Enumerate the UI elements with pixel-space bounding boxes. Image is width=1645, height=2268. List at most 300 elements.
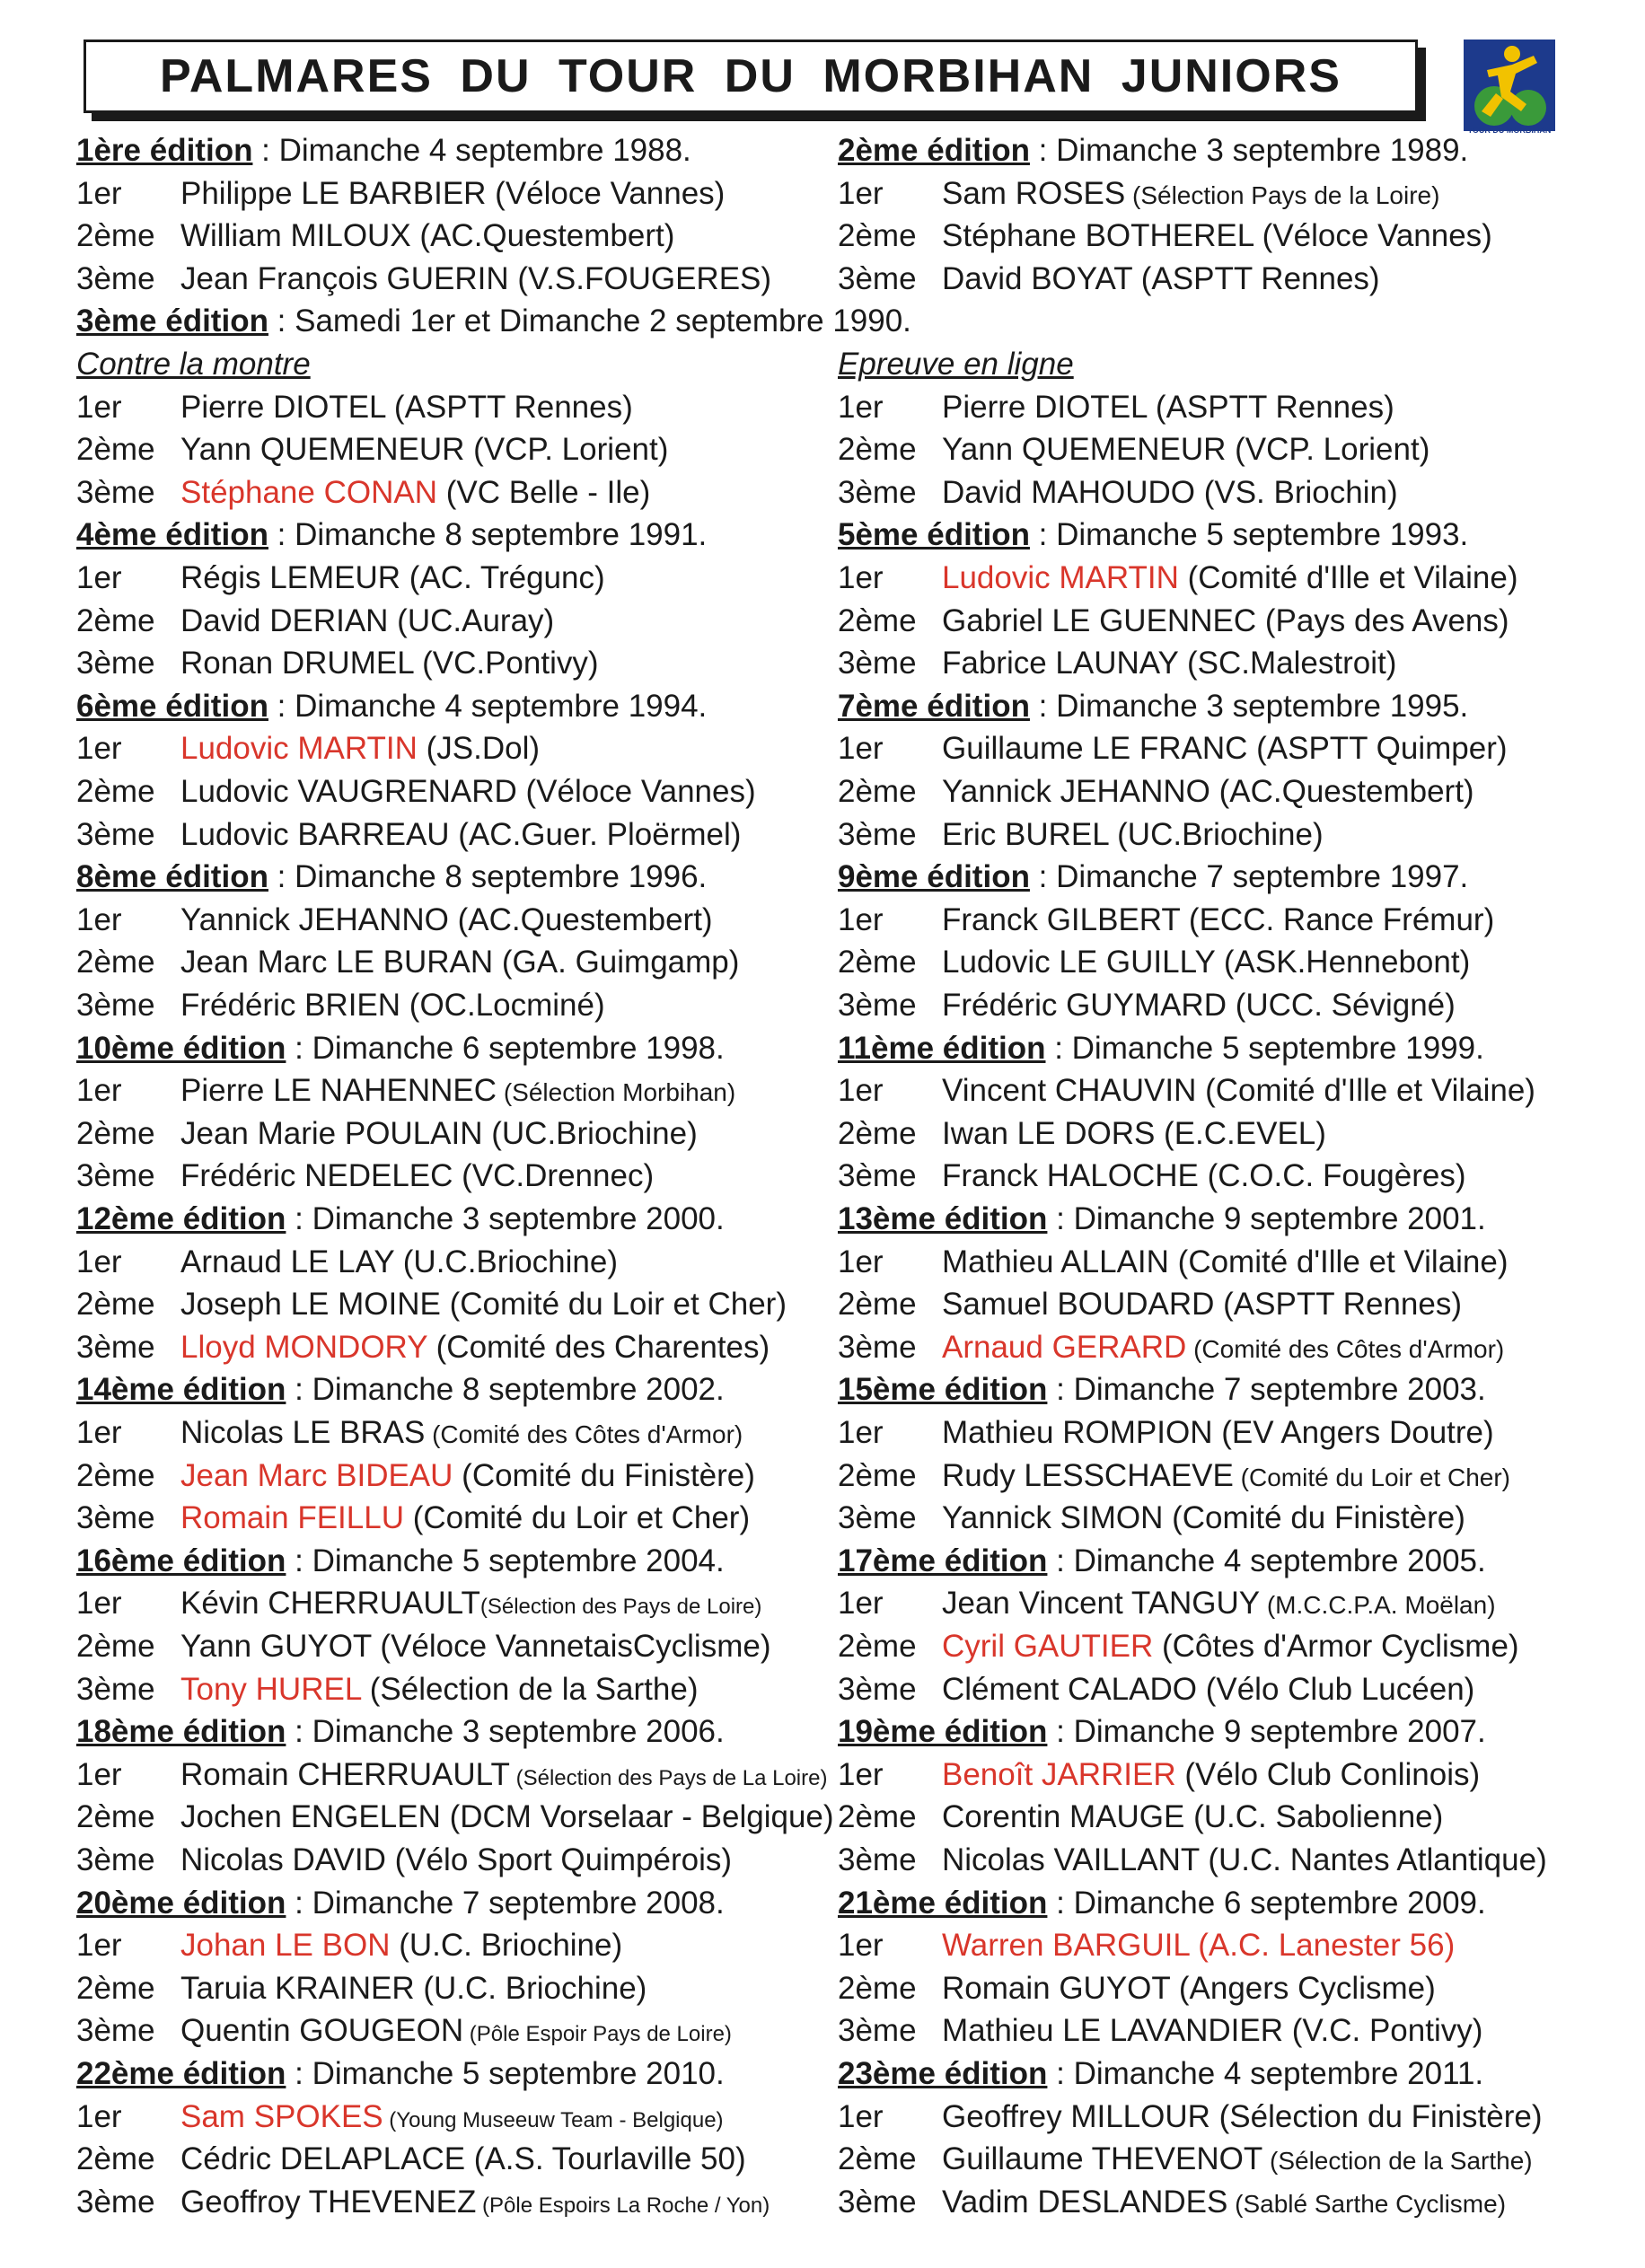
club-name: (ECC. Rance Frémur) [1180, 901, 1495, 937]
result-row [838, 215, 1592, 258]
club-name: (Sélection des Pays de La Loire) [509, 1765, 828, 1790]
result-row [76, 1069, 831, 1112]
result-row [76, 2009, 831, 2053]
result-row [838, 941, 1592, 984]
club-name: (UC.Briochine) [1108, 816, 1324, 852]
rider-entry [180, 2181, 770, 2228]
place-label: 2ème [76, 1115, 155, 1151]
rider-name: Ludovic MARTIN [180, 731, 418, 767]
result-row [76, 1155, 831, 1198]
club-name: (Véloce Vannes) [1253, 218, 1492, 254]
result-row [838, 1668, 1592, 1711]
club-name: (VC.Pontivy) [413, 646, 599, 681]
place-label: 1er [838, 1756, 884, 1792]
place-label: 3ème [76, 1671, 155, 1707]
club-name: (Comité des Côtes d'Armor) [1186, 1334, 1505, 1363]
result-row [838, 1754, 1592, 1797]
rider-entry [180, 1924, 622, 1967]
place-label: 2ème [76, 1799, 155, 1835]
edition-date: : Dimanche 4 septembre 1994. [268, 688, 708, 724]
result-row [76, 770, 831, 813]
edition-header [838, 2053, 1483, 2096]
club-name: (Pays des Avens) [1256, 602, 1509, 638]
place-label: 1er [76, 560, 122, 595]
place-label: 1er [838, 1415, 884, 1450]
edition-header [76, 129, 691, 172]
edition-number: 13ème édition [838, 1201, 1048, 1236]
club-name: (Comité d'Ille et Vilaine) [1168, 1244, 1509, 1279]
rider-name: Sam SPOKES [180, 2098, 383, 2134]
result-row [76, 1668, 831, 1711]
rider-entry [942, 1283, 1462, 1326]
place-label: 1er [76, 2098, 122, 2134]
rider-entry [942, 727, 1508, 770]
rider-name: William MILOUX [180, 218, 411, 254]
rider-name: Stéphane BOTHEREL [942, 218, 1254, 254]
result-row [838, 1625, 1592, 1668]
rider-entry [180, 1839, 732, 1882]
rider-name: Guillaume LE FRANC [942, 731, 1248, 767]
rider-entry [180, 1754, 827, 1800]
rider-entry [942, 1839, 1547, 1882]
club-name: (Comité d'Ille et Vilaine) [1196, 1073, 1535, 1109]
place-label: 1er [76, 175, 122, 211]
rider-entry [180, 899, 713, 942]
result-row [76, 1497, 831, 1540]
edition-header [838, 1540, 1486, 1583]
place-label: 1er [76, 1756, 122, 1792]
rider-entry [180, 1155, 654, 1198]
place-label: 2ème [76, 602, 155, 638]
club-name: (Véloce VannetaisCyclisme) [371, 1629, 771, 1664]
place-label: 2ème [838, 2141, 917, 2177]
rider-entry [942, 1155, 1465, 1198]
rider-name: Nicolas VAILLANT [942, 1842, 1200, 1877]
result-row [76, 471, 831, 514]
result-row [838, 1796, 1592, 1839]
rider-name: Ronan DRUMEL [180, 646, 414, 681]
place-label: 2ème [838, 1799, 917, 1835]
club-name: (Comité des Côtes d'Armor) [425, 1420, 743, 1448]
rider-name: Sam ROSES [942, 175, 1126, 211]
club-name: (A.S. Tourlaville 50) [465, 2141, 746, 2177]
club-name: (E.C.EVEL) [1155, 1115, 1326, 1151]
club-name: (AC.Questembert) [410, 218, 675, 254]
result-row [76, 727, 831, 770]
edition-number: 19ème édition [838, 1714, 1048, 1750]
rider-entry [180, 1326, 770, 1369]
edition-number: 12ème édition [76, 1201, 286, 1236]
club-name: (VC.Drennec) [453, 1158, 655, 1194]
club-name: (C.O.C. Fougères) [1198, 1158, 1466, 1194]
place-label: 2ème [838, 218, 917, 254]
result-row [76, 258, 831, 301]
edition-header [76, 1540, 725, 1583]
page-title: PALMARES DU TOUR DU MORBIHAN JUNIORS [160, 50, 1342, 102]
rider-entry [180, 600, 554, 643]
rider-name: Jean Marc LE BURAN [180, 945, 494, 980]
edition-number: 17ème édition [838, 1543, 1048, 1578]
place-label: 2ème [76, 774, 155, 809]
place-label: 3ème [76, 260, 155, 296]
place-label: 3ème [76, 816, 155, 852]
club-name: (UCC. Sévigné) [1226, 988, 1456, 1023]
result-row [838, 1455, 1592, 1498]
edition-number: 11ème édition [838, 1030, 1046, 1066]
rider-entry [942, 770, 1474, 813]
rider-entry [180, 642, 599, 685]
rider-entry [942, 471, 1398, 514]
edition-number: 1ère édition [76, 133, 253, 168]
result-row [838, 428, 1592, 471]
title-box [84, 40, 1418, 113]
rider-name: Cyril GAUTIER [942, 1629, 1154, 1664]
edition-date: : Dimanche 6 septembre 1998. [286, 1030, 725, 1066]
result-row [838, 2138, 1592, 2181]
club-name: (UC.Auray) [388, 602, 555, 638]
rider-name: Clément CALADO [942, 1671, 1197, 1707]
place-label: 1er [76, 1073, 122, 1109]
edition-header [838, 685, 1468, 728]
rider-entry [942, 1796, 1443, 1839]
edition-date: : Dimanche 4 septembre 2011. [1047, 2056, 1484, 2091]
edition-date: : Dimanche 5 septembre 2004. [286, 1543, 725, 1578]
club-name: (Vélo Club Lucéen) [1196, 1671, 1475, 1707]
rider-entry [180, 471, 650, 514]
club-name: (VS. Briochin) [1194, 474, 1398, 510]
rider-entry [180, 1582, 761, 1629]
edition-date: : Dimanche 4 septembre 1988. [252, 133, 691, 168]
place-label: 1er [838, 1586, 884, 1622]
place-label: 1er [76, 1415, 122, 1450]
rider-name: Jean Marie POULAIN [180, 1115, 483, 1151]
place-label: 1er [838, 1244, 884, 1279]
club-name: (Comité du Loir et Cher) [440, 1287, 787, 1323]
place-label: 2ème [838, 1457, 917, 1493]
stage-subheading [838, 343, 1074, 386]
rider-entry [942, 2138, 1533, 2183]
rider-name: Yannick JEHANNO [180, 901, 449, 937]
place-label: 2ème [838, 602, 917, 638]
edition-number: 7ème édition [838, 688, 1030, 724]
rider-entry [942, 1411, 1494, 1455]
place-label: 2ème [76, 2141, 155, 2177]
rider-entry [180, 2096, 724, 2142]
rider-name: Guillaume THEVENOT [942, 2141, 1263, 2177]
club-name: (Côtes d'Armor Cyclisme) [1153, 1629, 1519, 1664]
rider-entry [180, 428, 668, 471]
edition-header [838, 1710, 1486, 1754]
place-label: 1er [76, 901, 122, 937]
rider-name: Philippe LE BARBIER [180, 175, 487, 211]
rider-entry [180, 1625, 771, 1668]
club-name: (UC.Briochine) [482, 1115, 698, 1151]
rider-name: Rudy LESSCHAEVE [942, 1457, 1234, 1493]
rider-entry [180, 1668, 698, 1711]
place-label: 3ème [838, 474, 917, 510]
edition-date: : Dimanche 9 septembre 2001. [1047, 1201, 1486, 1236]
result-row [76, 1924, 831, 1967]
club-name: (Sélection du Finistère) [1210, 2098, 1543, 2134]
rider-entry [180, 1411, 743, 1456]
edition-header [76, 1710, 725, 1754]
result-row [76, 1582, 831, 1625]
result-row [838, 1497, 1592, 1540]
result-row [76, 1326, 831, 1369]
rider-name: Kévin CHERRUAULT [180, 1586, 480, 1622]
rider-name: Ludovic MARTIN [942, 560, 1179, 595]
rider-name: Yann QUEMENEUR [180, 432, 465, 468]
place-label: 3ème [76, 474, 155, 510]
rider-name: David MAHOUDO [942, 474, 1195, 510]
rider-entry [942, 1069, 1535, 1112]
rider-entry [942, 428, 1429, 471]
edition-header [76, 1027, 725, 1070]
result-row [76, 899, 831, 942]
result-row [838, 2181, 1592, 2224]
club-name: (GA. Guimgamp) [493, 945, 740, 980]
club-name: (Sélection des Pays de Loire) [479, 1595, 762, 1620]
place-label: 1er [838, 175, 884, 211]
result-row [838, 1155, 1592, 1198]
club-name: (Comité du Finistère) [453, 1457, 755, 1493]
club-name: (Angers Cyclisme) [1170, 1970, 1436, 2006]
place-label: 2ème [76, 432, 155, 468]
club-name: (ASPTT Rennes) [1214, 1287, 1462, 1323]
club-name: (DCM Vorselaar - Belgique) [440, 1799, 834, 1835]
club-name: (AC.Guer. Ploërmel) [449, 816, 742, 852]
edition-date: : Dimanche 7 septembre 2003. [1047, 1372, 1486, 1408]
rider-entry [942, 557, 1517, 600]
edition-header [76, 514, 707, 557]
edition-number: 2ème édition [838, 133, 1030, 168]
rider-name: Franck GILBERT [942, 901, 1181, 937]
club-name: (Pôle Espoirs La Roche / Yon) [476, 2193, 770, 2218]
edition-number: 22ème édition [76, 2056, 286, 2091]
rider-entry [942, 2009, 1482, 2053]
result-row [76, 386, 831, 429]
place-label: 1er [76, 389, 122, 425]
rider-entry [942, 1754, 1480, 1797]
edition-date: : Dimanche 7 septembre 1997. [1029, 859, 1469, 895]
rider-entry [180, 813, 741, 857]
place-label: 3ème [838, 2013, 917, 2049]
edition-header [76, 685, 707, 728]
edition-date: : Dimanche 9 septembre 2007. [1047, 1714, 1486, 1750]
edition-date: : Dimanche 4 septembre 2005. [1047, 1543, 1486, 1578]
result-row [76, 1283, 831, 1326]
rider-entry [180, 2138, 746, 2181]
place-label: 3ème [838, 816, 917, 852]
rider-name: Geoffrey MILLOUR [942, 2098, 1210, 2134]
place-label: 3ème [76, 2184, 155, 2220]
rider-name: Nicolas LE BRAS [180, 1415, 426, 1450]
result-row [76, 2181, 831, 2224]
edition-date: : Dimanche 5 septembre 1999. [1045, 1030, 1484, 1066]
edition-header [838, 1882, 1486, 1925]
rider-name: Ludovic LE GUILLY [942, 945, 1216, 980]
club-name: (Pôle Espoir Pays de Loire) [463, 2022, 732, 2047]
rider-name: Stéphane CONAN [180, 474, 437, 510]
result-row [838, 1283, 1592, 1326]
result-row [838, 813, 1592, 857]
result-row [838, 386, 1592, 429]
edition-number: 6ème édition [76, 688, 268, 724]
rider-name: Nicolas DAVID [180, 1842, 386, 1877]
rider-entry [180, 1967, 647, 2010]
edition-number: 18ème édition [76, 1714, 286, 1750]
rider-entry [180, 2009, 732, 2056]
rider-entry [942, 1924, 1455, 1967]
club-name: (ASPTT Quimper) [1247, 731, 1508, 767]
result-row [838, 1069, 1592, 1112]
place-label: 1er [76, 1586, 122, 1622]
edition-date: : Dimanche 3 septembre 2006. [286, 1714, 725, 1750]
rider-entry [180, 1112, 698, 1156]
rider-name: David DERIAN [180, 602, 389, 638]
place-label: 3ème [76, 988, 155, 1023]
rider-entry [942, 1112, 1326, 1156]
place-label: 1er [838, 560, 884, 595]
rider-entry [942, 1326, 1504, 1371]
rider-name: Mathieu ALLAIN [942, 1244, 1169, 1279]
place-label: 2ème [76, 1629, 155, 1664]
club-name: (Comité du Loir et Cher) [403, 1500, 751, 1536]
club-name: (OC.Locminé) [400, 988, 605, 1023]
rider-name: Geoffroy THEVENEZ [180, 2184, 477, 2220]
result-row [76, 984, 831, 1027]
place-label: 3ème [76, 1842, 155, 1877]
place-label: 3ème [76, 2013, 155, 2049]
edition-date: : Dimanche 5 septembre 2010. [286, 2056, 725, 2091]
rider-entry [180, 1283, 787, 1326]
edition-date: : Dimanche 7 septembre 2008. [286, 1885, 725, 1921]
result-row [838, 1967, 1592, 2010]
rider-entry [942, 1497, 1465, 1540]
club-name: (Comité d'Ille et Vilaine) [1178, 560, 1518, 595]
place-label: 3ème [838, 1158, 917, 1194]
rider-name: Romain GUYOT [942, 1970, 1171, 2006]
rider-name: Frédéric GUYMARD [942, 988, 1227, 1023]
result-row [838, 1411, 1592, 1455]
rider-entry [180, 1497, 750, 1540]
club-name: (U.C. Briochine) [390, 1928, 623, 1964]
club-name: (ASPTT Rennes) [1132, 260, 1380, 296]
rider-name: Romain FEILLU [180, 1500, 404, 1536]
edition-header [838, 1027, 1484, 1070]
club-name: (VCP. Lorient) [1226, 432, 1430, 468]
rider-name: Pierre DIOTEL [942, 389, 1148, 425]
club-name: (Comité du Finistère) [1163, 1500, 1465, 1536]
result-row [838, 727, 1592, 770]
edition-number: 21ème édition [838, 1885, 1048, 1921]
club-name: (Véloce Vannes) [486, 175, 726, 211]
place-label: 3ème [838, 1500, 917, 1536]
club-name: (ASPTT Rennes) [385, 389, 633, 425]
rider-name: Lloyd MONDORY [180, 1329, 427, 1365]
place-label: 2ème [838, 774, 917, 809]
rider-entry [180, 172, 725, 215]
place-label: 1er [76, 1928, 122, 1964]
result-row [838, 600, 1592, 643]
edition-date: : Dimanche 8 septembre 1991. [268, 517, 708, 553]
result-row [838, 2009, 1592, 2053]
result-row [76, 1625, 831, 1668]
edition-header [838, 856, 1468, 899]
place-label: 3ème [76, 1500, 155, 1536]
place-label: 2ème [838, 1287, 917, 1323]
edition-header [838, 1368, 1486, 1411]
edition-number: 9ème édition [838, 859, 1030, 895]
result-row [76, 600, 831, 643]
place-label: 2ème [76, 945, 155, 980]
club-name: (VCP. Lorient) [464, 432, 669, 468]
place-label: 2ème [838, 1115, 917, 1151]
club-name: (Sélection de la Sarthe) [361, 1671, 699, 1707]
place-label: 3ème [838, 260, 917, 296]
edition-header [76, 2053, 725, 2096]
place-label: 3ème [76, 1329, 155, 1365]
result-row [838, 557, 1592, 600]
club-name: (VC Belle - Ile) [436, 474, 651, 510]
edition-number: 5ème édition [838, 517, 1030, 553]
rider-name: Yann GUYOT [180, 1629, 372, 1664]
result-row [76, 1112, 831, 1156]
rider-name: Quentin GOUGEON [180, 2013, 464, 2049]
club-name: (Sélection Pays de la Loire) [1125, 180, 1440, 209]
edition-header [838, 129, 1468, 172]
tour-du-morbihan-logo [1460, 36, 1559, 135]
edition-number: 4ème édition [76, 517, 268, 553]
result-row [838, 2096, 1592, 2139]
result-row [76, 941, 831, 984]
result-row [838, 1924, 1592, 1967]
result-row [838, 172, 1592, 215]
club-name: (Vélo Club Conlinois) [1175, 1756, 1481, 1792]
result-row [76, 1839, 831, 1882]
rider-entry [942, 386, 1394, 429]
rider-name: Fabrice LAUNAY [942, 646, 1179, 681]
place-label: 3ème [76, 1158, 155, 1194]
edition-date: : Dimanche 6 septembre 2009. [1047, 1885, 1486, 1921]
place-label: 2ème [76, 218, 155, 254]
place-label: 3ème [838, 646, 917, 681]
result-row [838, 1112, 1592, 1156]
rider-name: Yannick SIMON [942, 1500, 1164, 1536]
rider-name: Ludovic BARREAU [180, 816, 450, 852]
club-name: (AC. Trégunc) [400, 560, 605, 595]
result-row [76, 557, 831, 600]
edition-header [76, 1882, 725, 1925]
rider-entry [180, 1796, 834, 1839]
edition-number: 3ème édition [76, 303, 268, 339]
rider-entry [180, 1455, 755, 1498]
club-name: (A.C. Lanester 56) [1189, 1928, 1456, 1964]
rider-name: David BOYAT [942, 260, 1133, 296]
place-label: 1er [838, 731, 884, 767]
place-label: 2ème [76, 1457, 155, 1493]
club-name: (SC.Malestroit) [1178, 646, 1397, 681]
rider-name: Corentin MAUGE [942, 1799, 1185, 1835]
edition-header [76, 1198, 725, 1241]
result-row [76, 1241, 831, 1284]
rider-name: Franck HALOCHE [942, 1158, 1199, 1194]
result-row [76, 1455, 831, 1498]
edition-number: 16ème édition [76, 1543, 286, 1578]
rider-name: Benoît JARRIER [942, 1756, 1176, 1792]
rider-entry [942, 600, 1509, 643]
result-row [76, 1754, 831, 1797]
